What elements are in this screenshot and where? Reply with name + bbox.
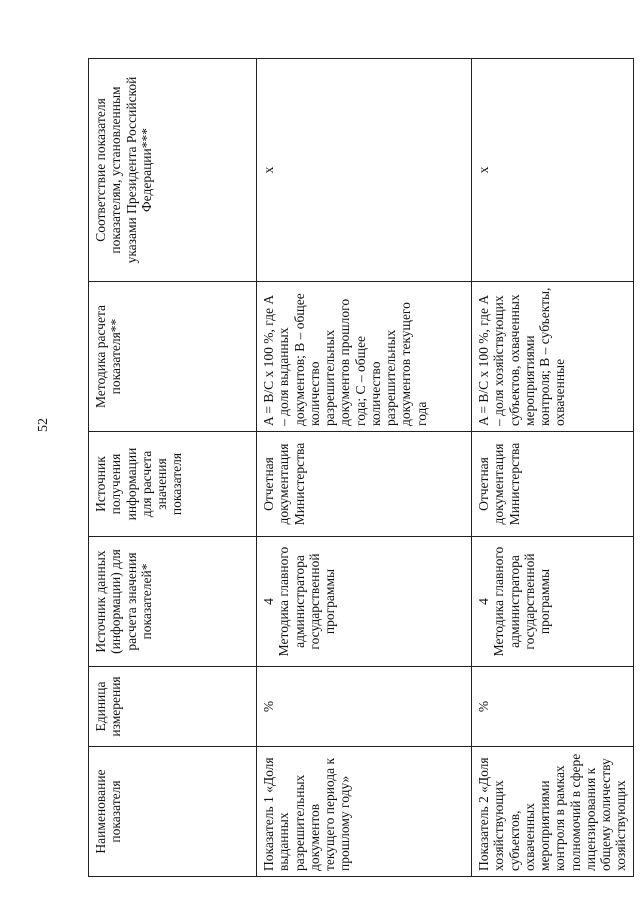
header-unit: Единица измерения <box>89 667 257 747</box>
row1-name: Показатель 1 «Доля выданных разрешительных документов текущего периода к прошлому году» <box>257 747 472 877</box>
rotated-table-container <box>88 59 629 877</box>
header-method: Методика расчета показателя** <box>89 282 257 432</box>
header-data-source: Источник данных (информации) для расчета значения показателей* <box>89 537 257 667</box>
row1-compliance <box>257 59 472 282</box>
row1-compliance-mark: x <box>261 166 276 174</box>
row2-name: Показатель 2 «Доля хозяйствующих субъектов, охваченных мероприятиями контроля в рамках полномочий в сфере лицензирования к общему количеству хозяйствующих <box>472 747 634 877</box>
page-number: 52 <box>36 418 51 432</box>
table-row <box>472 59 634 877</box>
row1-data-source-text: Методика главного администратора государственной программы <box>276 546 337 657</box>
row1-unit: % <box>257 667 472 747</box>
row2-data-source <box>472 537 634 667</box>
row1-method: A = B/C x 100 %, где A – доля выданных документов; B – общее количество разрешительных документов прошлого года; C – общее количество разрешительных документов текущего года <box>257 282 472 432</box>
row1-data-source <box>257 537 472 667</box>
header-info-source: Источник получения информации для расчета значения показателя <box>89 432 257 537</box>
header-compliance: Соответствие показателя показателям, установленным указами Президента Российской Федерации*** <box>89 59 257 282</box>
header-name: Наименование показателя <box>89 747 257 877</box>
row2-compliance-mark: x <box>476 166 491 174</box>
row2-unit: % <box>472 667 634 747</box>
row2-info-source: Отчетная документация Министерства <box>472 432 634 537</box>
table-header-row <box>89 59 257 877</box>
row2-data-source-num: 4 <box>476 598 491 605</box>
row2-data-source-text: Методика главного администратора государственной программы <box>491 546 552 657</box>
row2-compliance <box>472 59 634 282</box>
indicators-table <box>88 58 634 877</box>
table-row <box>257 59 472 877</box>
row1-info-source: Отчетная документация Министерства <box>257 432 472 537</box>
row2-method: A = B/C x 100 %, где A – доля хозяйствующих субъектов, охваченных мероприятиями контроля; B – субъекты, охваченные <box>472 282 634 432</box>
row1-data-source-num: 4 <box>261 598 276 605</box>
